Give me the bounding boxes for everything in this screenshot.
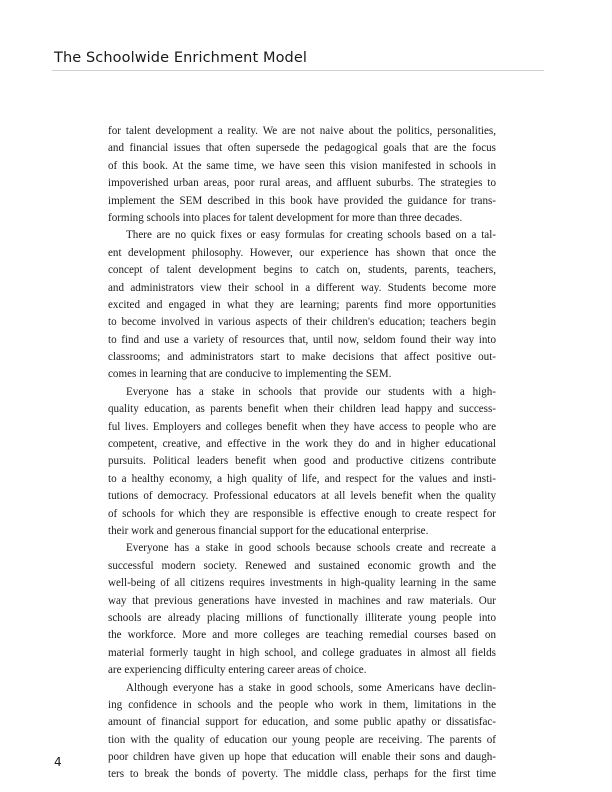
text-line: implement the SEM described in this book have provided the guidance for trans-: [108, 194, 496, 207]
text-line: forming schools into places for talent development for more than three decades.: [108, 211, 463, 224]
running-head: The Schoolwide Enrichment Model: [54, 50, 308, 66]
text-line: ters to break the bonds of poverty. The middle class, perhaps for the first time: [108, 768, 496, 781]
text-line: and administrators view their school in a different way. Students become more: [108, 281, 496, 294]
text-line: way that previous generations have invested in machines and raw materials. Our: [108, 594, 496, 607]
body-text: [108, 123, 496, 784]
text-line: poor children have given up hope that education will enable their sons and daugh-: [108, 751, 496, 764]
text-line: to become involved in various aspects of their children's education; teachers begin: [108, 316, 496, 329]
text-line: classrooms; and administrators start to make decisions that affect positive out-: [108, 351, 496, 364]
text-line: competent, creative, and effective in the work they do and in higher educational: [108, 438, 496, 451]
text-line: ent development philosophy. However, our experience has shown that once the: [108, 246, 496, 259]
text-line: tutions of democracy. Professional educators at all levels benefit when the quality: [108, 490, 496, 503]
text-line: their work and generous financial support for the educational enterprise.: [108, 524, 429, 537]
text-line: pursuits. Political leaders benefit when good and productive citizens contribute: [108, 455, 496, 468]
text-line: are experiencing difficulty entering career areas of choice.: [108, 664, 367, 677]
text-line: ing confidence in schools and the people who work in them, limitations in the: [108, 698, 496, 711]
text-line: concept of talent development begins to catch on, students, parents, teachers,: [108, 264, 496, 277]
header-rule: [52, 70, 544, 71]
text-line: of this book. At the same time, we have seen this vision manifested in schools in: [108, 159, 496, 172]
page-number: 4: [54, 755, 62, 769]
text-line: and financial issues that often supersede the pedagogical goals that are the focus: [108, 142, 496, 155]
text-line: Everyone has a stake in good schools because schools create and recreate a: [126, 542, 496, 555]
text-line: amount of financial support for education, and some public apathy or dissatisfac-: [108, 716, 496, 729]
text-line: the workforce. More and more colleges are teaching remedial courses based on: [108, 629, 496, 642]
text-line: excited and engaged in what they are learning; parents find more opportunities: [108, 298, 496, 311]
text-line: Although everyone has a stake in good schools, some Americans have declin-: [126, 681, 496, 694]
text-line: successful modern society. Renewed and sustained economic growth and the: [108, 559, 496, 572]
text-line: ful lives. Employers and colleges benefit when they have access to people who are: [108, 420, 496, 433]
text-line: for talent development a reality. We are not naive about the politics, personalities,: [108, 125, 496, 137]
text-line: quality education, as parents benefit when their children lead happy and success-: [108, 403, 496, 416]
text-line: There are no quick fixes or easy formulas for creating schools based on a tal-: [126, 229, 496, 242]
text-line: Everyone has a stake in schools that provide our students with a high-: [126, 385, 496, 398]
text-line: material formerly taught in high school, and college graduates in almost all fields: [108, 646, 496, 659]
text-line: to a healthy economy, a high quality of life, and respect for the values and insti-: [108, 472, 496, 485]
text-line: impoverished urban areas, poor rural areas, and affluent suburbs. The strategies to: [108, 177, 496, 190]
text-line: comes in learning that are conducive to implementing the SEM.: [108, 368, 392, 381]
text-line: of schools for which they are responsible is effective enough to create respect for: [108, 507, 496, 520]
text-line: to find and use a variety of resources that, until now, seldom found their way into: [108, 333, 496, 346]
text-line: tion with the quality of education our young people are receiving. The parents of: [108, 733, 496, 746]
text-line: well-being of all citizens requires investments in high-quality learning in the same: [108, 577, 496, 590]
text-line: schools are already placing millions of functionally illiterate young people into: [108, 611, 496, 624]
